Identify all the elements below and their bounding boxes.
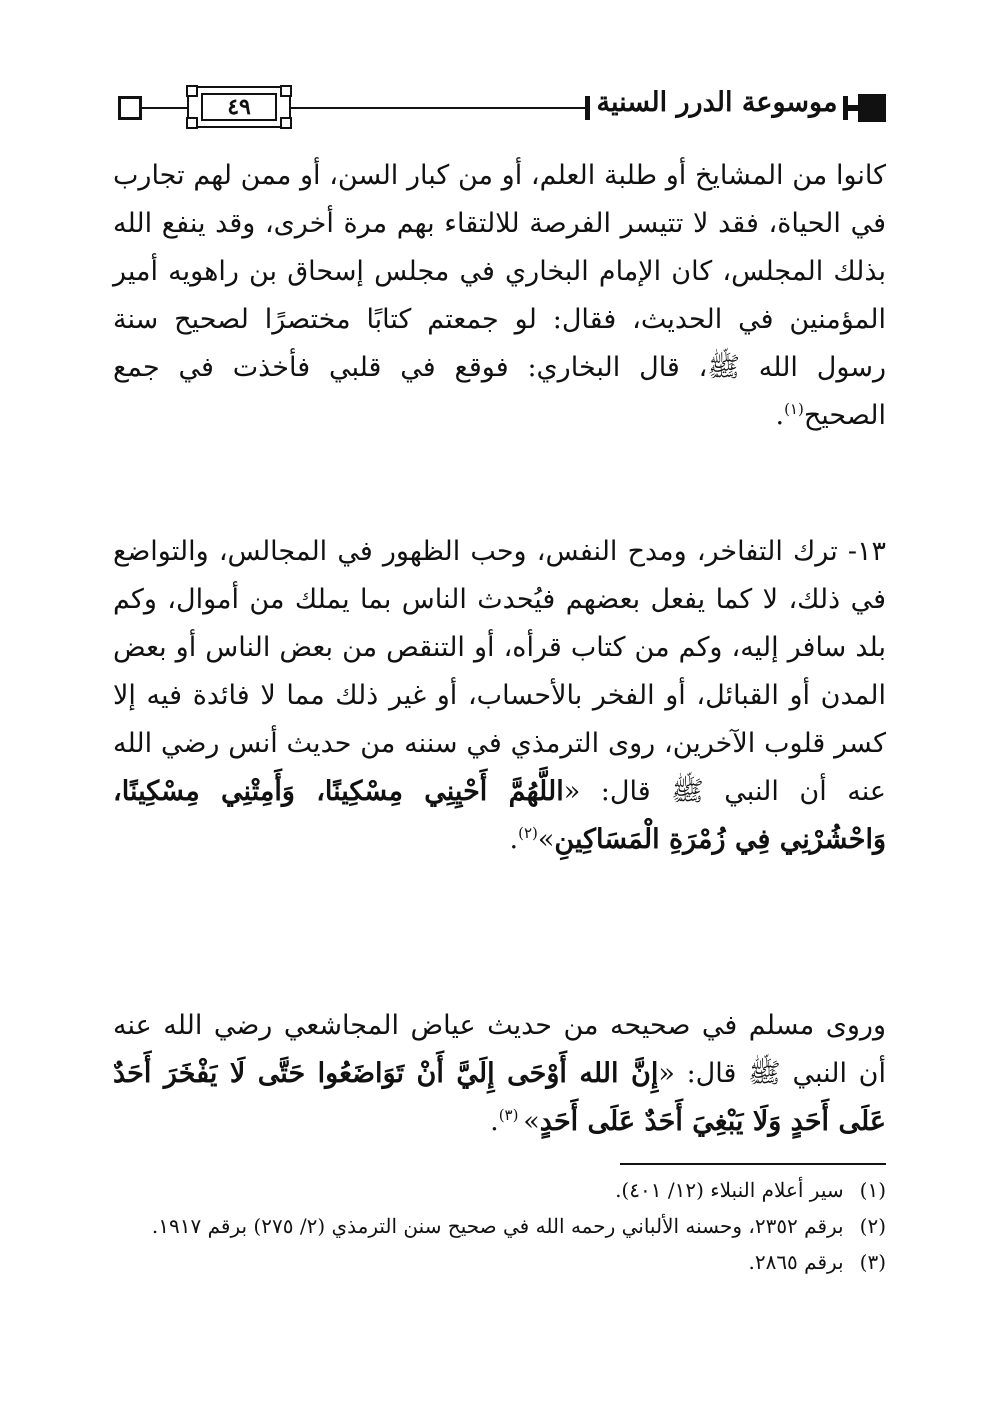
footnotes	[113, 1175, 886, 1283]
paragraph-2: ١٣- ترك التفاخر، ومدح النفس، وحب الظهور في المجالس، والتواضع في ذلك، لا كما يفعل بعضهم فيُحدث الناس بما يملك من أموال، وكم بلد سافر إليه، وكم من كتاب قرأه، أو التنقص من بعض الناس أو بعض المدن أو القبائل، أو الفخر بالأحساب، أو غير ذلك مما لا فائدة فيه إلا كسر قلوب الآخرين، روى الترمذي في سننه من حديث أنس رضي الله عنه أن النبي ﷺ قال: «اللَّهُمَّ أَحْيِنِي مِسْكِينًا، وَأَمِتْنِي مِسْكِينًا، وَاحْشُرْنِي فِي زُمْرَةِ الْمَسَاكِينِ»$^{(٢)}$.	[113, 536, 886, 855]
paragraph-1-text: كانوا من المشايخ أو طلبة العلم، أو من كبار السن، أو ممن لهم تجارب في الحياة، فقد لا تتيسر الفرصة للالتقاء بهم مرة أخرى، وقد ينفع الله بذلك المجلس، كان الإمام البخاري في مجلس إسحاق بن راهويه أمير المؤمنين في الحديث، فقال: لو جمعتم كتابًا مختصرًا لصحيح سنة رسول الله ﷺ، قال البخاري: فوقع في قلبي فأخذت في جمع الصحيح	[113, 160, 886, 431]
header-rule-left	[142, 107, 192, 109]
footnote-ref-2[interactable]: (٢)	[518, 824, 538, 842]
hadith-quote-2: إِنَّ الله أَوْحَى إِلَيَّ أَنْ تَوَاضَعُوا حَتَّى لَا يَفْخَرَ أَحَدٌ عَلَى أَحَدٍ وَلَا يَبْغِيَ أَحَدٌ عَلَى أَحَدٍ	[113, 1058, 886, 1137]
hadith-quote-1: اللَّهُمَّ أَحْيِنِي مِسْكِينًا، وَأَمِتْنِي مِسْكِينًا، وَاحْشُرْنِي فِي زُمْرَةِ الْمَسَاكِينِ	[113, 776, 886, 855]
footnote-ref-1[interactable]: (١)	[784, 400, 804, 418]
footnote-2	[113, 1211, 886, 1241]
page-number: ٤٩	[201, 93, 277, 121]
footnote-ref-3[interactable]: (٣)	[498, 1106, 524, 1124]
page-header	[113, 86, 886, 130]
paragraph-3: وروى مسلم في صحيحه من حديث عياض المجاشعي رضي الله عنه أن النبي ﷺ قال: «إِنَّ الله أَوْحَى إِلَيَّ أَنْ تَوَاضَعُوا حَتَّى لَا يَفْخَرَ أَحَدٌ عَلَى أَحَدٍ وَلَا يَبْغِيَ أَحَدٌ عَلَى أَحَدٍ» $^{(٣)}$.	[113, 1010, 887, 1137]
page-number-frame	[187, 86, 291, 128]
footnote-number: (٢)	[859, 1214, 886, 1238]
header-tick	[585, 96, 590, 120]
paragraph-3-text: وروى مسلم في صحيحه من حديث عياض المجاشعي رضي الله عنه أن النبي ﷺ قال: «	[113, 1010, 887, 1089]
footnote-text: سير أعلام النبلاء (١٢/ ٤٠١).	[615, 1178, 844, 1202]
header-square-solid	[858, 94, 886, 122]
header-square-outline	[118, 96, 142, 120]
footnote-3	[113, 1247, 886, 1277]
footnote-text: برقم ٢٣٥٢، وحسنه الألباني رحمه الله في صحيح سنن الترمذي (٢/ ٢٧٥) برقم ١٩١٧.	[151, 1214, 844, 1238]
paragraph-1: كانوا من المشايخ أو طلبة العلم، أو من كبار السن، أو ممن لهم تجارب في الحياة، فقد لا تتيسر الفرصة للالتقاء بهم مرة أخرى، وقد ينفع الله بذلك المجلس، كان الإمام البخاري في مجلس إسحاق بن راهويه أمير المؤمنين في الحديث، فقال: لو جمعتم كتابًا مختصرًا لصحيح سنة رسول الله ﷺ، قال البخاري: فوقع في قلبي فأخذت في جمع الصحيح$^{(١)}$.	[113, 160, 886, 431]
header-rule-middle	[291, 107, 587, 109]
footnote-separator	[620, 1163, 886, 1165]
footnote-1	[113, 1175, 886, 1205]
footnote-number: (١)	[859, 1178, 886, 1202]
paragraph-2-text: ١٣- ترك التفاخر، ومدح النفس، وحب الظهور في المجالس، والتواضع في ذلك، لا كما يفعل بعضهم فيُحدث الناس بما يملك من أموال، وكم بلد سافر إليه، وكم من كتاب قرأه، أو التنقص من بعض الناس أو بعض المدن أو القبائل، أو الفخر بالأحساب، أو غير ذلك مما لا فائدة فيه إلا كسر قلوب الآخرين، روى الترمذي في سننه من حديث أنس رضي الله عنه أن النبي ﷺ قال: «	[113, 536, 886, 807]
footnote-text: برقم ٢٨٦٥.	[748, 1250, 844, 1274]
header-title-logo: موسوعة الدرر السنية	[592, 80, 842, 124]
footnote-number: (٣)	[859, 1250, 886, 1274]
